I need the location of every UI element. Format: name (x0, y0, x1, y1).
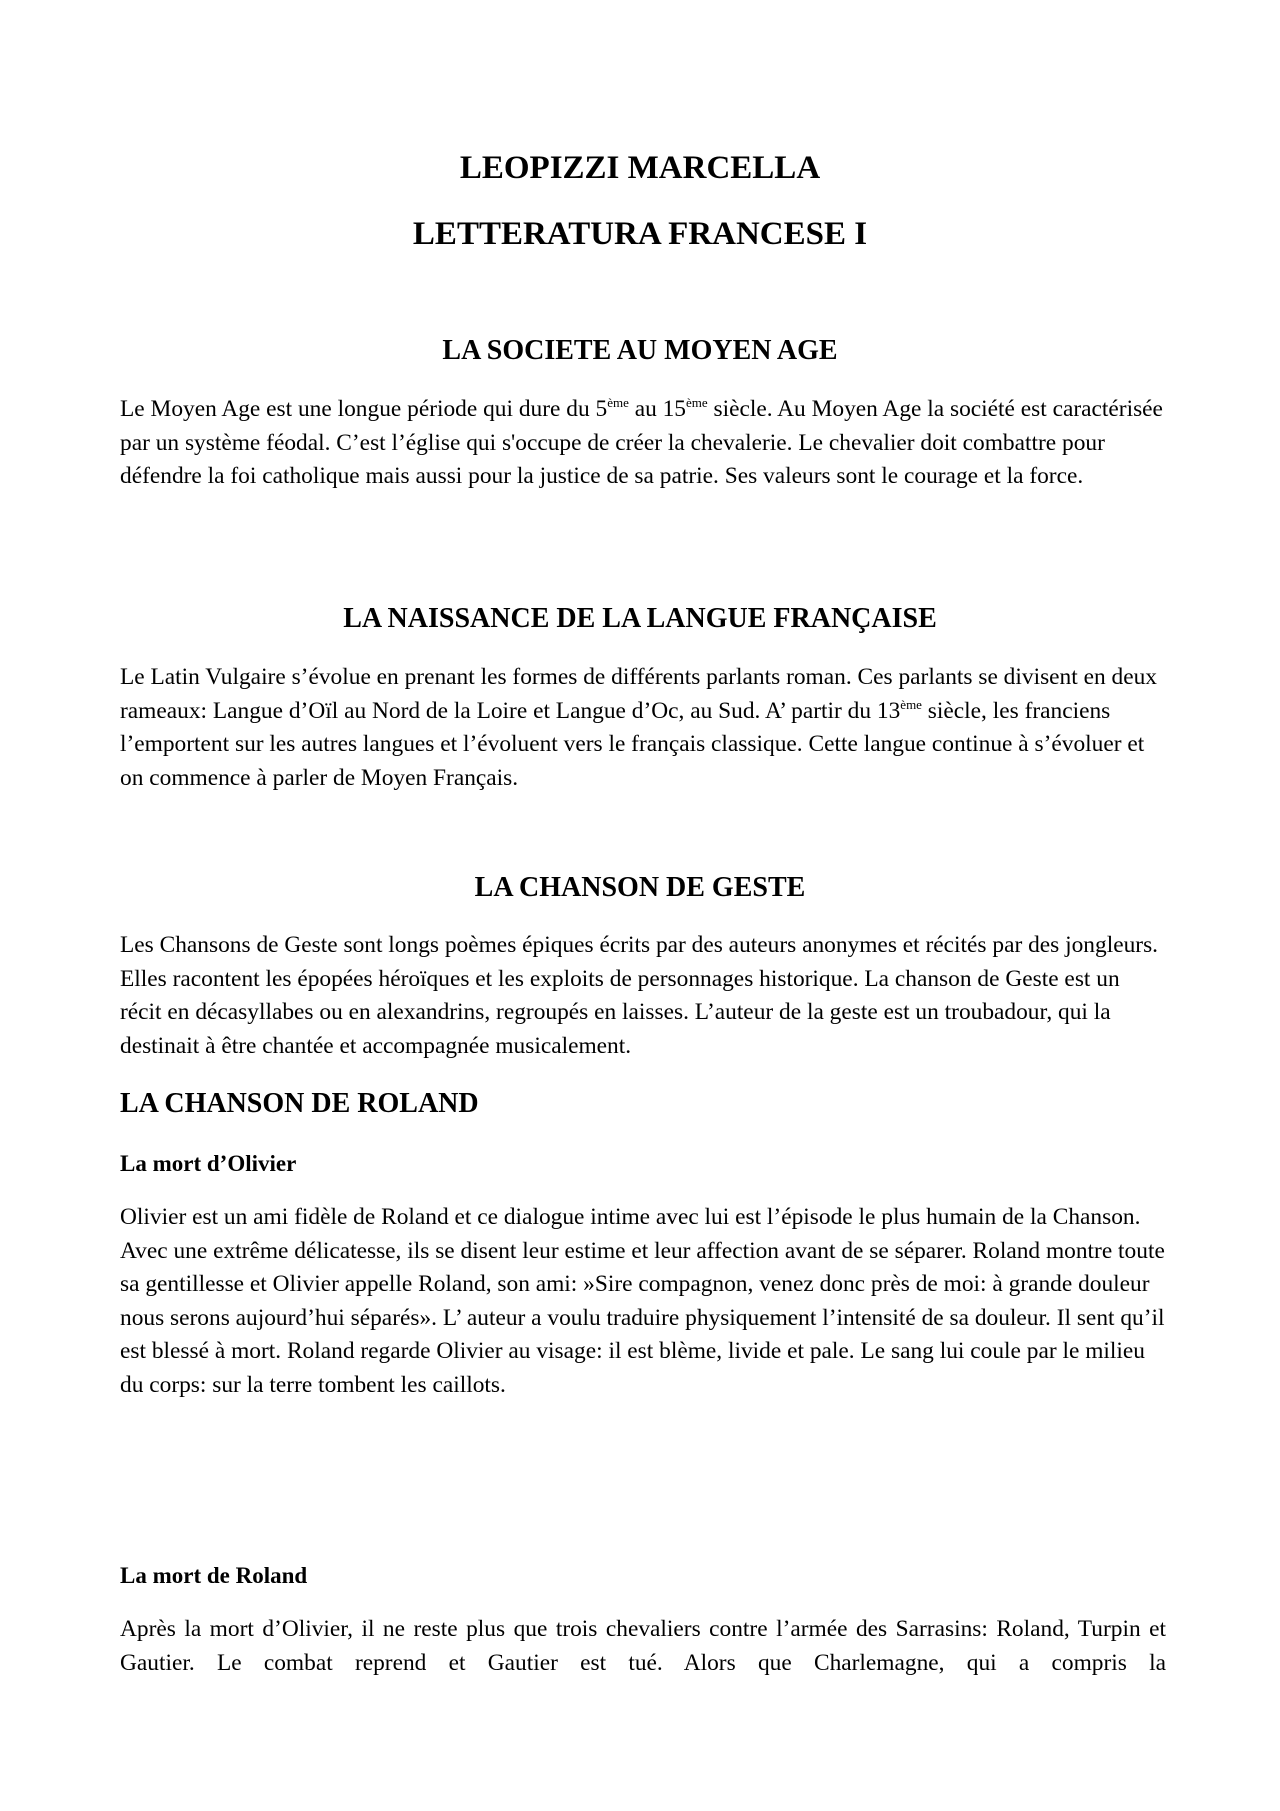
paragraph-geste: Les Chansons de Geste sont longs poèmes épiques écrits par des auteurs anonymes et récités par des jongleurs. Elles racontent les épopées héroïques et les exploits de personnages historique. La chanson de Geste est un récit en décasyllabes ou en alexandrins, regroupés en laisses. L’auteur de la geste est un troubadour, qui la destinait à être chantée et accompagnée musicalement. (120, 932, 1159, 1059)
paragraph-mort-roland: Après la mort d’Olivier, il ne reste plus que trois chevaliers contre l’armée des Sarrasins: Roland, Turpin et Gautier. Le combat reprend et Gautier est tué. Alors que Charlemagne, qui a compris la (120, 1616, 1166, 1676)
paragraph-mort-olivier: Olivier est un ami fidèle de Roland et ce dialogue intime avec lui est l’épisode le plus humain de la Chanson. Avec une extrême délicatesse, ils se disent leur estime et leur affection avant de se séparer. Roland montre toute sa gentillesse et Olivier appelle Roland, son ami: »Sire compagnon, venez donc près de moi: à grande douleur nous serons aujourd’hui séparés». L’ auteur a voulu traduire physiquement l’intensité de sa douleur. Il sent qu’il est blessé à mort. Roland regarde Olivier au visage: il est blème, livide et pale. Le sang lui coule par le milieu du corps: sur la terre tombent les caillots. (120, 1204, 1165, 1398)
section-title-langue: LA NAISSANCE DE LA LANGUE FRANÇAISE (343, 603, 937, 634)
superscript: ème (900, 696, 922, 712)
text-run: siècle. Au Moyen Age la société est caractérisée par un système féodal. C’est l’église qui s'occupe de créer la chevalerie. Le chevalier doit combattre pour défendre la foi catholique mais aussi pour la justice de sa patrie. Ses valeurs sont le courage et la force. (120, 396, 1163, 489)
text-run: Le Latin Vulgaire s’évolue en prenant les formes de différents parlants roman. Ces parlants se divisent en deux rameaux: Langue d’Oïl au Nord de la Loire et Langue d’Oc, au Sud. A’ partir du 13 (120, 664, 1157, 724)
paragraph-societe (120, 393, 1166, 494)
section-title-roland: LA CHANSON DE ROLAND (120, 1088, 479, 1119)
subtitle-mort-roland: La mort de Roland (120, 1563, 308, 1588)
superscript: ème (607, 395, 629, 410)
subtitle-mort-olivier: La mort d’Olivier (120, 1151, 297, 1176)
text-run: au 15 (628, 396, 687, 422)
section-title-societe: LA SOCIETE AU MOYEN AGE (442, 335, 838, 366)
paragraph-langue (120, 661, 1166, 795)
text-run: Le Moyen Age est une longue période qui dure du 5 (120, 396, 608, 422)
course-title: LETTERATURA FRANCESE I (412, 216, 868, 252)
author-name: LEOPIZZI MARCELLA (459, 150, 821, 186)
text-run: siècle, les franciens l’emportent sur les autres langues et l’évoluent vers le français classique. Cette langue continue à s’évoluer et on commence à parler de Moyen Français. (120, 697, 1145, 791)
section-title-geste: LA CHANSON DE GESTE (474, 872, 806, 903)
superscript: ème (686, 395, 708, 410)
